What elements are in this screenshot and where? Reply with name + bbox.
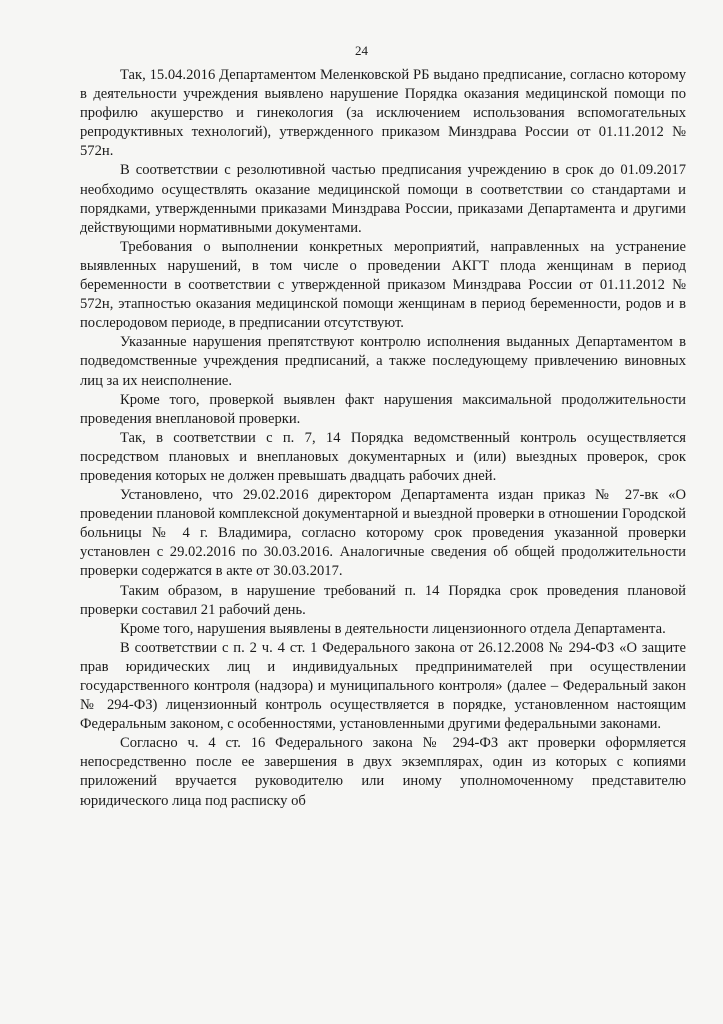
paragraph-11: Согласно ч. 4 ст. 16 Федерального закона № 294-ФЗ акт проверки оформляется непосредственно после ее завершения в двух экземплярах, один из которых с копиями приложений вручается руководителю или иному уполномоченному представителю юридического лица под расписку об [80,735,686,809]
paragraph-4: Указанные нарушения препятствуют контролю исполнения выданных Департаментом в подведомственные учреждения предписаний, а также последующему привлечению виновных лиц за их неисполнение. [80,334,686,389]
paragraph-7: Установлено, что 29.02.2016 директором Департамента издан приказ № 27-вк «О проведении плановой комплексной документарной и выездной проверки в отношении Городской больницы № 4 г. Владимира, согласно которому срок проведения указанной проверки установлен с 29.02.2016 по 30.03.2016. Аналогичные сведения об общей продолжительности проверки содержатся в акте от 30.03.2017. [80,487,686,580]
paragraph-9: Кроме того, нарушения выявлены в деятельности лицензионного отдела Департамента. [120,620,666,637]
paragraph-2: В соответствии с резолютивной частью предписания учреждению в срок до 01.09.2017 необходимо осуществлять оказание медицинской помощи в соответствии со стандартами и порядками, утвержденными приказами Минздрава России, приказами Департамента и другими действующими нормативными документами. [80,162,686,236]
paragraph-8: Таким образом, в нарушение требований п. 14 Порядка срок проведения плановой проверки составил 21 рабочий день. [80,582,686,618]
document-body [80,66,686,811]
paragraph-6: Так, в соответствии с п. 7, 14 Порядка ведомственный контроль осуществляется посредством плановых и внеплановых документарных и (или) выездных проверок, срок проведения которых не должен превышать двадцать рабочих дней. [80,429,686,484]
paragraph-10: В соответствии с п. 2 ч. 4 ст. 1 Федерального закона от 26.12.2008 № 294-ФЗ «О защите прав юридических лиц и индивидуальных предпринимателей при осуществлении государственного контроля (надзора) и муниципального контроля» (далее – Федеральный закон № 294-ФЗ) лицензионный контроль осуществляется в порядке, установленном настоящим Федеральным законом, с особенностями, установленными другими федеральными законами. [80,639,686,733]
page-number: 24 [355,43,368,58]
paragraph-3: Требования о выполнении конкретных мероприятий, направленных на устранение выявленных нарушений, в том числе о проведении АКГТ плода женщинам в период беременности в соответствии с утвержденной приказом Минздрава России от 01.11.2012 № 572н, этапностью оказания медицинской помощи женщинам в период беременности, родов и в послеродовом периоде, в предписании отсутствуют. [80,238,686,332]
paragraph-1: Так, 15.04.2016 Департаментом Меленковской РБ выдано предписание, согласно которому в деятельности учреждения выявлено нарушение Порядка оказания медицинской помощи по профилю акушерство и гинекология (за исключением использования вспомогательных репродуктивных технологий), утвержденного приказом Минздрава России от 01.11.2012 № 572н. [80,67,686,160]
paragraph-5: Кроме того, проверкой выявлен факт нарушения максимальной продолжительности проведения внеплановой проверки. [80,391,686,427]
